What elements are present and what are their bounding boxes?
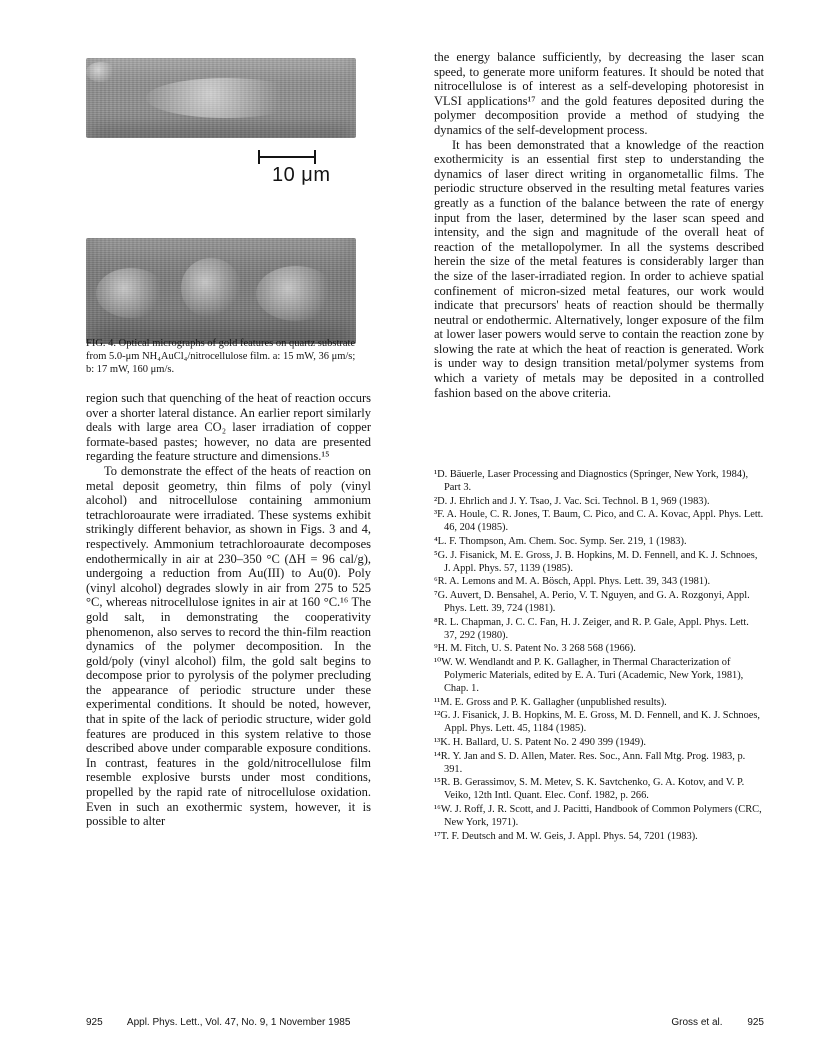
journal-citation: Appl. Phys. Lett., Vol. 47, No. 9, 1 November 1985 — [126, 1017, 351, 1028]
scale-bar-line — [258, 156, 316, 158]
reference-item: ¹D. Bäuerle, Laser Processing and Diagnostics (Springer, New York, 1984), Part 3. — [434, 469, 749, 493]
scale-bar-tick — [314, 150, 316, 164]
micrograph-highlight — [96, 268, 166, 318]
paragraph: To demonstrate the effect of the heats of reaction on metal deposit geometry, thin films of poly (vinyl alcohol) and nitrocellulose containing ammonium tetrachloroaurate were irradiated. These systems exhibit strikingly different behavior, as shown in Figs. 3 and 4, respectively. Ammonium tetrachloroaurate decomposes endothermically in air at 230–350 °C (ΔH = 96 cal/g), undergoing a reduction from Au(III) to Au(0). Poly (vinyl alcohol) degrades slowly in air from 275 to 525 °C, whereas nitrocellulose ignites in air at 160 °C.¹⁶ The gold salt, in demonstrating the cooperativity phenomenon, also serves to record the thin-film reaction dynamics of the polymer decomposition. In the gold/poly (vinyl alcohol) film, the gold salt begins to decompose prior to pyrolysis of the polymer precluding the appearance of periodic structure under these experimental conditions. It should be noted, however, that in spite of the lack of periodic structure, wider gold features are produced in this system relative to those described above under comparable exposure conditions. In contrast, features in the gold/nitrocellulose film resemble explosive bursts under most conditions, propelled by the rapid rate of nitrocellulose oxidation. Even in such an exothermic system, however, it is possible to alter — [86, 463, 371, 829]
figure-caption: FIG. 4. Optical micrographs of gold features on quartz substrate from 5.0-μm NH₄AuCl₄/nitrocellulose film. a: 15 mW, 36 μm/s; b: 17 mW, 160 μm/s. — [86, 338, 356, 375]
reference-item: ⁹H. M. Fitch, U. S. Patent No. 3 268 568 (1966). — [434, 643, 636, 655]
references-list — [434, 469, 764, 844]
reference-item: ¹²G. J. Fisanick, J. B. Hopkins, M. E. Gross, M. D. Fennell, and K. J. Schnoes, Appl. Phys. Lett. 45, 1184 (1985). — [434, 710, 761, 735]
micrograph-b — [86, 238, 356, 344]
right-column — [434, 50, 764, 400]
micrograph-highlight — [256, 266, 336, 321]
reference-item: ⁴L. F. Thompson, Am. Chem. Soc. Symp. Ser. 219, 1 (1983). — [434, 535, 687, 547]
reference-item: ¹⁷T. F. Deutsch and M. W. Geis, J. Appl. Phys. 54, 7201 (1983). — [434, 830, 698, 842]
micrograph-highlight — [181, 258, 241, 318]
left-column — [86, 391, 371, 829]
micrograph-a — [86, 58, 356, 138]
reference-item: ¹⁴R. Y. Jan and S. D. Allen, Mater. Res. Soc., Ann. Fall Mtg. Prog. 1983, p. 391. — [434, 750, 746, 775]
paragraph: It has been demonstrated that a knowledge of the reaction exothermicity is an essential first step to understanding the dynamics of laser direct writing in organometallic films. The periodic structure observed in the resulting metal features varies greatly as a function of the balance between the rate of energy input from the laser, determined by the laser scan speed and intensity, and the sign and magnitude of the overall heat of reaction of the metallopolymer. In all the systems described herein the size of the metal features is considerably larger than the size of the laser-irradiated region. In order to achieve spatial confinement of micron-sized metal features, our work would indicate that precursors' heats of reaction should be thermally neutral or endothermic. Alternatively, longer exposure of the film at lower laser powers would serve to contain the reaction zone by slowing the rate at which the heat of reaction is generated. Work is under way to design transition metal/polymer systems from which a variety of metals may be deposited in a controlled fashion based on the above criteria. — [434, 137, 764, 400]
footer-left — [86, 1017, 416, 1028]
reference-item: ¹¹M. E. Gross and P. K. Gallagher (unpublished results). — [434, 696, 667, 708]
footer-right — [640, 1017, 764, 1028]
reference-item: ¹⁵R. B. Gerassimov, S. M. Metev, S. K. Savtchenko, G. A. Kotov, and V. P. Veiko, 12th Intl. Quant. Elec. Conf. 1982, p. 266. — [434, 777, 745, 802]
page-number: 925 — [86, 1017, 103, 1028]
reference-item: ¹³K. H. Ballard, U. S. Patent No. 2 490 399 (1949). — [434, 736, 647, 748]
page-number: 925 — [747, 1017, 764, 1028]
micrograph-highlight — [86, 62, 116, 82]
paragraph: the energy balance sufficiently, by decreasing the laser scan speed, to generate more uniform features. It should be noted that nitrocellulose is of interest as a self-developing photoresist in VLSI applications¹⁷ and the gold features deposited during the polymer decomposition provide a method of studying the dynamics of the self-development process. — [434, 50, 764, 137]
footer-authors: Gross et al. — [671, 1017, 723, 1028]
reference-item: ¹⁰W. W. Wendlandt and P. K. Gallagher, in Thermal Characterization of Polymeric Materials, edited by E. A. Turi (Academic, New York, 1981), Chap. 1. — [434, 657, 744, 694]
reference-item: ⁷G. Auvert, D. Bensahel, A. Perio, V. T. Nguyen, and G. A. Rozgonyi, Appl. Phys. Lett. 39, 724 (1981). — [434, 590, 750, 614]
scale-bar — [258, 146, 408, 186]
reference-item: ³F. A. Houle, C. R. Jones, T. Baum, C. Pico, and C. A. Kovac, Appl. Phys. Lett. 46, 204 (1985). — [434, 509, 764, 534]
reference-item: ⁸R. L. Chapman, J. C. C. Fan, H. J. Zeiger, and R. P. Gale, Appl. Phys. Lett. 37, 292 (1980). — [434, 616, 749, 641]
reference-item: ¹⁶W. J. Roff, J. R. Scott, and J. Pacitti, Handbook of Common Polymers (CRC, New York, 1971). — [434, 803, 762, 828]
micrograph-highlight — [146, 78, 306, 118]
paragraph: region such that quenching of the heat of reaction occurs over a shorter lateral distance. An earlier report similarly deals with large area CO₂ laser irradiation of copper formate-based pastes; however, no data are presented regarding the feature structure and dimensions.¹⁵ — [86, 391, 371, 464]
scale-bar-label: 10 μm — [272, 164, 331, 186]
reference-item: ⁵G. J. Fisanick, M. E. Gross, J. B. Hopkins, M. D. Fennell, and K. J. Schnoes, J. Appl. Phys. 57, 1139 (1985). — [434, 549, 758, 574]
reference-item: ⁶R. A. Lemons and M. A. Bösch, Appl. Phys. Lett. 39, 343 (1981). — [434, 576, 711, 588]
reference-item: ²D. J. Ehrlich and J. Y. Tsao, J. Vac. Sci. Technol. B 1, 969 (1983). — [434, 495, 710, 507]
